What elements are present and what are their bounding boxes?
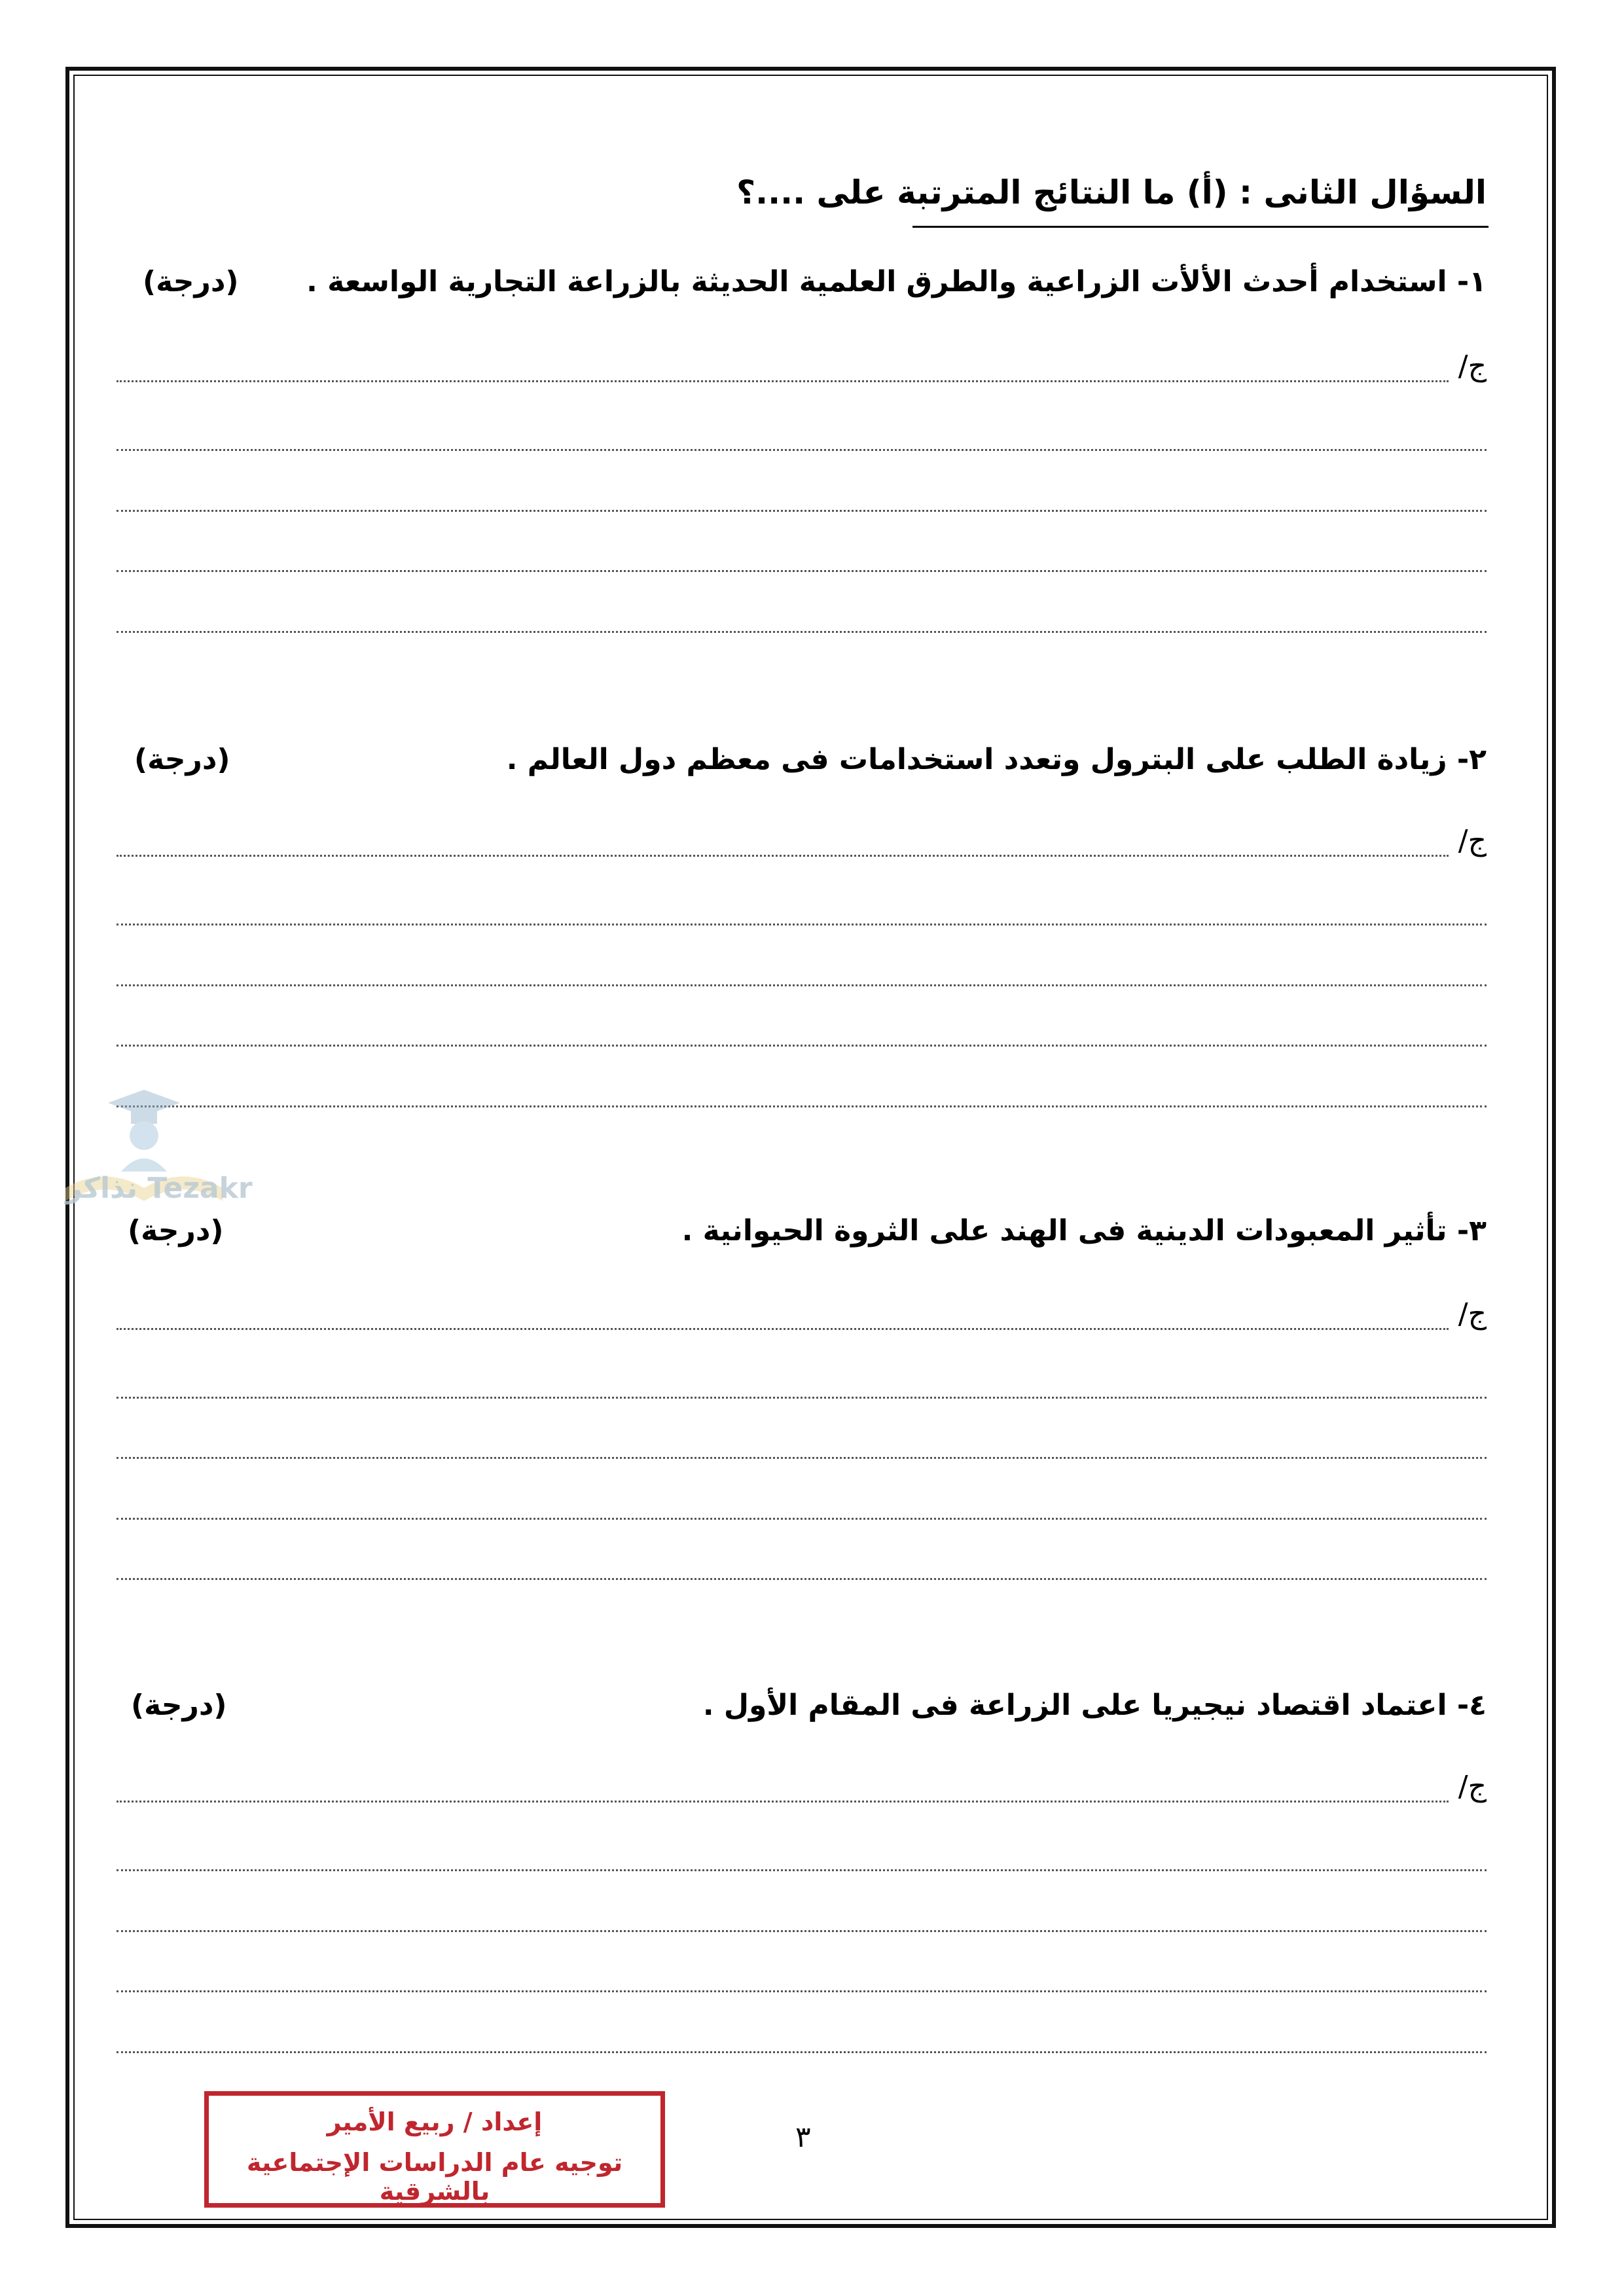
answer-prefix: ج/ (1456, 821, 1487, 861)
answer-line[interactable] (117, 1545, 1487, 1584)
answer-prefix: ج/ (1456, 1767, 1487, 1806)
answer-line[interactable] (117, 1363, 1487, 1403)
answer-prefix: ج/ (1456, 347, 1487, 386)
question-3: ٣- تأثير المعبودات الدينية فى الهند على الثروة الحيوانية . (681, 1214, 1487, 1247)
question-2: ٢- زيادة الطلب على البترول وتعدد استخدامات فى معظم دول العالم . (506, 743, 1487, 776)
page-number: ٣ (795, 2121, 811, 2154)
answer-prefix: ج/ (1456, 1295, 1487, 1334)
answer-line[interactable] (117, 821, 1487, 861)
answer-line[interactable] (117, 416, 1487, 455)
section-title: السؤال الثانى : (أ) ما النتائج المترتبة على ....؟ (736, 173, 1487, 211)
answer-line[interactable] (117, 1484, 1487, 1524)
answer-line[interactable] (117, 537, 1487, 576)
watermark-text: نذاكر Tezakr (65, 1172, 253, 1205)
answer-line[interactable] (117, 1957, 1487, 1996)
credit-box (204, 2091, 665, 2208)
question-1-grade: (درجة) (143, 265, 239, 298)
answer-line[interactable] (117, 2018, 1487, 2057)
credit-author: إعداد / ربيع الأمير (327, 2108, 543, 2136)
answer-line[interactable] (117, 347, 1487, 386)
question-1: ١- استخدام أحدث الألأت الزراعية والطرق العلمية الحديثة بالزراعة التجارية الواسعة . (306, 265, 1487, 298)
credit-organization: توجيه عام الدراسات الإجتماعية بالشرقية (246, 2148, 623, 2206)
answer-line[interactable] (117, 951, 1487, 990)
question-4-grade: (درجة) (131, 1689, 227, 1722)
answer-line[interactable] (117, 890, 1487, 929)
answer-line[interactable] (117, 1072, 1487, 1111)
question-3-grade: (درجة) (128, 1214, 224, 1247)
answer-line[interactable] (117, 1767, 1487, 1806)
answer-line[interactable] (117, 1011, 1487, 1050)
answer-line[interactable] (117, 598, 1487, 637)
answer-line[interactable] (117, 1897, 1487, 1936)
title-underline (912, 226, 1489, 228)
answer-line[interactable] (117, 1424, 1487, 1463)
question-4: ٤- اعتماد اقتصاد نيجيريا على الزراعة فى المقام الأول . (702, 1689, 1487, 1722)
answer-line[interactable] (117, 1295, 1487, 1334)
answer-line[interactable] (117, 1836, 1487, 1875)
question-2-grade: (درجة) (134, 743, 230, 776)
answer-line[interactable] (117, 476, 1487, 516)
